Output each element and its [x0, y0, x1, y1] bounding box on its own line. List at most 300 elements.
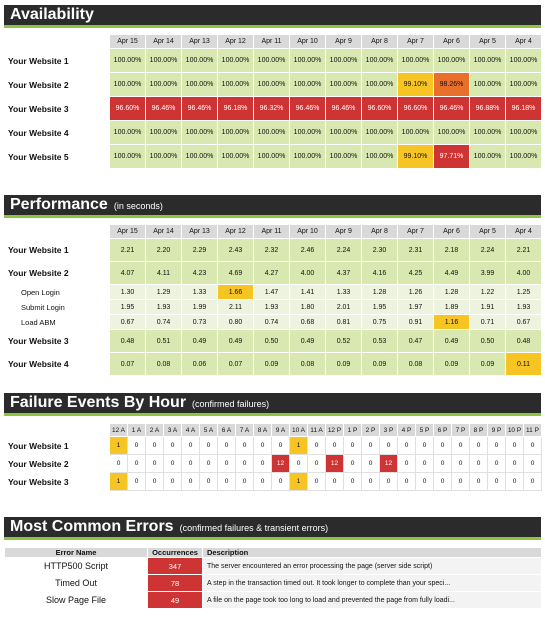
- column-header: Apr 15: [110, 35, 146, 49]
- column-header: 1 P: [344, 424, 362, 437]
- data-cell: 4.49: [434, 262, 470, 285]
- data-cell: 1: [290, 437, 308, 455]
- data-cell: 0: [218, 437, 236, 455]
- errors-subtitle: (confirmed failures & transient errors): [179, 523, 329, 533]
- data-cell: 0: [452, 455, 470, 473]
- availability-table: [4, 34, 542, 169]
- data-cell: 100.00%: [398, 121, 434, 145]
- performance-subtitle: (in seconds): [113, 201, 163, 211]
- column-header: Apr 8: [362, 225, 398, 239]
- column-header: Apr 11: [254, 225, 290, 239]
- data-cell: 0: [488, 437, 506, 455]
- data-cell: 1.25: [506, 285, 542, 300]
- data-cell: 100.00%: [326, 49, 362, 73]
- column-header: Apr 13: [182, 35, 218, 49]
- data-cell: 1.22: [470, 285, 506, 300]
- data-cell: 100.00%: [110, 145, 146, 169]
- error-description: A file on the page took too long to load and prevented the page from fully loadi...: [203, 592, 542, 609]
- data-cell: 0: [398, 437, 416, 455]
- data-cell: 0.48: [110, 330, 146, 353]
- data-cell: 4.25: [398, 262, 434, 285]
- data-cell: 100.00%: [182, 121, 218, 145]
- data-cell: 0: [290, 455, 308, 473]
- column-header: Apr 14: [146, 35, 182, 49]
- data-cell: 0: [164, 455, 182, 473]
- data-cell: 2.21: [110, 239, 146, 262]
- data-cell: 0: [164, 473, 182, 491]
- data-cell: 100.00%: [110, 73, 146, 97]
- data-cell: 100.00%: [362, 49, 398, 73]
- table-row: [5, 73, 542, 97]
- data-cell: 0.74: [254, 315, 290, 330]
- data-cell: 0: [362, 455, 380, 473]
- column-header: Apr 15: [110, 225, 146, 239]
- data-cell: 100.00%: [218, 145, 254, 169]
- data-cell: 0: [344, 473, 362, 491]
- row-label: Your Website 1: [5, 437, 110, 455]
- data-cell: 1.93: [146, 300, 182, 315]
- data-cell: 0.71: [470, 315, 506, 330]
- column-header: 9 P: [488, 424, 506, 437]
- data-cell: 100.00%: [434, 49, 470, 73]
- row-label: Your Website 2: [5, 262, 110, 285]
- data-cell: 0.07: [218, 353, 254, 376]
- data-cell: 100.00%: [146, 49, 182, 73]
- availability-header: [4, 5, 541, 28]
- data-cell: 96.46%: [434, 97, 470, 121]
- data-cell: 0: [146, 455, 164, 473]
- data-cell: 96.46%: [326, 97, 362, 121]
- data-cell: 2.24: [470, 239, 506, 262]
- data-cell: 1.66: [218, 285, 254, 300]
- data-cell: 0.67: [110, 315, 146, 330]
- data-cell: 100.00%: [218, 121, 254, 145]
- data-cell: 1.99: [182, 300, 218, 315]
- data-cell: 0: [380, 473, 398, 491]
- data-cell: 0: [434, 473, 452, 491]
- data-cell: 0: [164, 437, 182, 455]
- data-cell: 4.23: [182, 262, 218, 285]
- errors-title: Most Common Errors: [10, 518, 174, 535]
- availability-title: Availability: [10, 6, 94, 23]
- column-header: Apr 5: [470, 35, 506, 49]
- column-header: 7 A: [236, 424, 254, 437]
- data-cell: 0: [110, 455, 128, 473]
- data-cell: 12: [272, 455, 290, 473]
- data-cell: 1.97: [398, 300, 434, 315]
- data-cell: 0: [488, 473, 506, 491]
- header-row: [5, 225, 542, 239]
- data-cell: 100.00%: [110, 121, 146, 145]
- data-cell: 0: [344, 437, 362, 455]
- error-occurrences: 49: [148, 592, 203, 609]
- data-cell: 100.00%: [470, 145, 506, 169]
- data-cell: 0: [524, 455, 542, 473]
- data-cell: 1.80: [290, 300, 326, 315]
- data-cell: 1.95: [110, 300, 146, 315]
- failures-subtitle: (confirmed failures): [192, 399, 270, 409]
- data-cell: 0: [524, 473, 542, 491]
- data-cell: 0: [308, 437, 326, 455]
- data-cell: 100.00%: [362, 121, 398, 145]
- data-cell: 4.37: [326, 262, 362, 285]
- data-cell: 0: [470, 455, 488, 473]
- data-cell: 4.16: [362, 262, 398, 285]
- data-cell: 100.00%: [218, 49, 254, 73]
- table-row: [5, 455, 542, 473]
- column-header: 6 A: [218, 424, 236, 437]
- data-cell: 98.26%: [434, 73, 470, 97]
- data-cell: 0: [182, 473, 200, 491]
- data-cell: 1.89: [434, 300, 470, 315]
- data-cell: 100.00%: [290, 49, 326, 73]
- data-cell: 0.52: [326, 330, 362, 353]
- column-header: 2 A: [146, 424, 164, 437]
- failures-table: [4, 423, 542, 491]
- row-label: Submit Login: [5, 300, 110, 315]
- data-cell: 100.00%: [290, 73, 326, 97]
- column-header: Apr 11: [254, 35, 290, 49]
- data-cell: 2.01: [326, 300, 362, 315]
- data-cell: 0.80: [218, 315, 254, 330]
- row-label: Your Website 5: [5, 145, 110, 169]
- data-cell: 100.00%: [398, 49, 434, 73]
- data-cell: 0: [452, 437, 470, 455]
- column-header: 3 A: [164, 424, 182, 437]
- data-cell: 0.11: [506, 353, 542, 376]
- data-cell: 1.30: [110, 285, 146, 300]
- data-cell: 0: [128, 473, 146, 491]
- data-cell: 0.53: [362, 330, 398, 353]
- data-cell: 100.00%: [146, 73, 182, 97]
- data-cell: 96.32%: [254, 97, 290, 121]
- row-label: Your Website 2: [5, 455, 110, 473]
- data-cell: 4.69: [218, 262, 254, 285]
- data-cell: 0: [434, 437, 452, 455]
- errors-header: [4, 517, 541, 540]
- data-cell: 0: [218, 455, 236, 473]
- data-cell: 0.09: [254, 353, 290, 376]
- data-cell: 2.20: [146, 239, 182, 262]
- data-cell: 0: [182, 455, 200, 473]
- data-cell: 0: [506, 473, 524, 491]
- data-cell: 0: [308, 455, 326, 473]
- table-row: [5, 558, 542, 575]
- data-cell: 0.50: [470, 330, 506, 353]
- column-header: 11 P: [524, 424, 542, 437]
- data-cell: 1.28: [362, 285, 398, 300]
- data-cell: 100.00%: [326, 145, 362, 169]
- data-cell: 4.27: [254, 262, 290, 285]
- data-cell: 100.00%: [182, 49, 218, 73]
- data-cell: 1.16: [434, 315, 470, 330]
- data-cell: 2.11: [218, 300, 254, 315]
- data-cell: 4.11: [146, 262, 182, 285]
- errors-header-row: [5, 548, 542, 558]
- column-header: Apr 12: [218, 35, 254, 49]
- row-label: Your Website 1: [5, 239, 110, 262]
- data-cell: 96.18%: [218, 97, 254, 121]
- column-header: Apr 5: [470, 225, 506, 239]
- data-cell: 0.51: [146, 330, 182, 353]
- data-cell: 99.10%: [398, 145, 434, 169]
- data-cell: 100.00%: [254, 73, 290, 97]
- data-cell: 2.29: [182, 239, 218, 262]
- table-row: [5, 285, 542, 300]
- table-row: [5, 121, 542, 145]
- data-cell: 100.00%: [506, 73, 542, 97]
- data-cell: 100.00%: [146, 145, 182, 169]
- data-cell: 0.67: [506, 315, 542, 330]
- data-cell: 0: [272, 437, 290, 455]
- data-cell: 0: [326, 473, 344, 491]
- data-cell: 0: [344, 455, 362, 473]
- error-name: Timed Out: [5, 575, 148, 592]
- data-cell: 100.00%: [326, 73, 362, 97]
- data-cell: 100.00%: [362, 145, 398, 169]
- data-cell: 0.07: [110, 353, 146, 376]
- data-cell: 100.00%: [254, 121, 290, 145]
- data-cell: 100.00%: [146, 121, 182, 145]
- column-header: Apr 8: [362, 35, 398, 49]
- data-cell: 2.18: [434, 239, 470, 262]
- row-label: Your Website 4: [5, 353, 110, 376]
- data-cell: 0: [308, 473, 326, 491]
- data-cell: 1: [110, 437, 128, 455]
- data-cell: 1.47: [254, 285, 290, 300]
- data-cell: 0: [470, 473, 488, 491]
- data-cell: 2.32: [254, 239, 290, 262]
- data-cell: 0: [200, 437, 218, 455]
- data-cell: 0.09: [470, 353, 506, 376]
- data-cell: 100.00%: [290, 145, 326, 169]
- table-row: [5, 592, 542, 609]
- data-cell: 0: [488, 455, 506, 473]
- column-header: Apr 6: [434, 35, 470, 49]
- corner-cell: [5, 424, 110, 437]
- errors-table: [4, 547, 542, 609]
- data-cell: 2.43: [218, 239, 254, 262]
- data-cell: 0: [218, 473, 236, 491]
- failures-header: [4, 393, 541, 416]
- data-cell: 96.46%: [146, 97, 182, 121]
- data-cell: 0.08: [290, 353, 326, 376]
- data-cell: 0: [506, 437, 524, 455]
- data-cell: 1.95: [362, 300, 398, 315]
- data-cell: 100.00%: [506, 49, 542, 73]
- column-header: 4 A: [182, 424, 200, 437]
- data-cell: 0.09: [362, 353, 398, 376]
- row-label: Your Website 4: [5, 121, 110, 145]
- data-cell: 1.33: [182, 285, 218, 300]
- row-label: Open Login: [5, 285, 110, 300]
- data-cell: 1: [110, 473, 128, 491]
- data-cell: 2.24: [326, 239, 362, 262]
- data-cell: 0: [524, 437, 542, 455]
- data-cell: 0: [236, 455, 254, 473]
- data-cell: 0: [146, 473, 164, 491]
- data-cell: 0: [254, 473, 272, 491]
- data-cell: 1.91: [470, 300, 506, 315]
- data-cell: 0: [128, 455, 146, 473]
- table-row: [5, 473, 542, 491]
- error-name: Slow Page File: [5, 592, 148, 609]
- data-cell: 4.07: [110, 262, 146, 285]
- data-cell: 0.49: [182, 330, 218, 353]
- data-cell: 0: [398, 473, 416, 491]
- data-cell: 0: [380, 437, 398, 455]
- data-cell: 0.81: [326, 315, 362, 330]
- performance-table: [4, 224, 542, 376]
- row-label: Your Website 1: [5, 49, 110, 73]
- failures-title: Failure Events By Hour: [10, 394, 187, 411]
- column-header: Apr 9: [326, 35, 362, 49]
- data-cell: 0.68: [290, 315, 326, 330]
- data-cell: 1.33: [326, 285, 362, 300]
- data-cell: 0.49: [218, 330, 254, 353]
- column-header: 9 A: [272, 424, 290, 437]
- column-header: Apr 10: [290, 225, 326, 239]
- column-header: Apr 9: [326, 225, 362, 239]
- column-header: Apr 4: [506, 225, 542, 239]
- data-cell: 100.00%: [506, 121, 542, 145]
- data-cell: 3.99: [470, 262, 506, 285]
- data-cell: 1.29: [146, 285, 182, 300]
- data-cell: 0.49: [434, 330, 470, 353]
- column-header: 10 P: [506, 424, 524, 437]
- data-cell: 2.31: [398, 239, 434, 262]
- data-cell: 0.06: [182, 353, 218, 376]
- table-row: [5, 353, 542, 376]
- data-cell: 100.00%: [470, 121, 506, 145]
- column-header: 12 A: [110, 424, 128, 437]
- table-row: [5, 315, 542, 330]
- data-cell: 0.74: [146, 315, 182, 330]
- table-row: [5, 145, 542, 169]
- data-cell: 1.41: [290, 285, 326, 300]
- data-cell: 0.91: [398, 315, 434, 330]
- data-cell: 0.50: [254, 330, 290, 353]
- data-cell: 97.71%: [434, 145, 470, 169]
- data-cell: 100.00%: [326, 121, 362, 145]
- data-cell: 0: [362, 473, 380, 491]
- data-cell: 0: [182, 437, 200, 455]
- table-row: [5, 575, 542, 592]
- data-cell: 1: [290, 473, 308, 491]
- data-cell: 1.93: [254, 300, 290, 315]
- error-occurrences: 347: [148, 558, 203, 575]
- data-cell: 0: [146, 437, 164, 455]
- column-header: Apr 14: [146, 225, 182, 239]
- row-label: Load ABM: [5, 315, 110, 330]
- column-header: 1 A: [128, 424, 146, 437]
- data-cell: 96.18%: [506, 97, 542, 121]
- row-label: Your Website 3: [5, 473, 110, 491]
- data-cell: 0.08: [398, 353, 434, 376]
- table-row: [5, 239, 542, 262]
- table-row: [5, 437, 542, 455]
- table-row: [5, 49, 542, 73]
- data-cell: 100.00%: [182, 145, 218, 169]
- table-row: [5, 300, 542, 315]
- data-cell: 0.47: [398, 330, 434, 353]
- data-cell: 100.00%: [290, 121, 326, 145]
- data-cell: 0: [272, 473, 290, 491]
- col-header-error-name: Error Name: [5, 548, 148, 558]
- data-cell: 0: [200, 455, 218, 473]
- data-cell: 100.00%: [470, 73, 506, 97]
- data-cell: 2.46: [290, 239, 326, 262]
- data-cell: 0: [128, 437, 146, 455]
- data-cell: 4.00: [290, 262, 326, 285]
- data-cell: 96.46%: [290, 97, 326, 121]
- data-cell: 0.49: [290, 330, 326, 353]
- row-label: Your Website 2: [5, 73, 110, 97]
- data-cell: 0: [236, 437, 254, 455]
- data-cell: 1.26: [398, 285, 434, 300]
- data-cell: 0: [416, 473, 434, 491]
- table-row: [5, 330, 542, 353]
- data-cell: 0: [434, 455, 452, 473]
- data-cell: 0.48: [506, 330, 542, 353]
- column-header: Apr 12: [218, 225, 254, 239]
- data-cell: 99.10%: [398, 73, 434, 97]
- data-cell: 1.93: [506, 300, 542, 315]
- data-cell: 100.00%: [362, 73, 398, 97]
- data-cell: 0: [236, 473, 254, 491]
- data-cell: 0: [254, 437, 272, 455]
- row-label: Your Website 3: [5, 330, 110, 353]
- data-cell: 100.00%: [218, 73, 254, 97]
- performance-title: Performance: [10, 196, 108, 213]
- column-header: Apr 4: [506, 35, 542, 49]
- header-row: [5, 35, 542, 49]
- column-header: 6 P: [434, 424, 452, 437]
- corner-cell: [5, 225, 110, 239]
- table-row: [5, 97, 542, 121]
- column-header: 11 A: [308, 424, 326, 437]
- data-cell: 100.00%: [434, 121, 470, 145]
- column-header: 7 P: [452, 424, 470, 437]
- column-header: 8 P: [470, 424, 488, 437]
- data-cell: 0: [452, 473, 470, 491]
- data-cell: 96.60%: [398, 97, 434, 121]
- data-cell: 4.00: [506, 262, 542, 285]
- data-cell: 2.21: [506, 239, 542, 262]
- column-header: 2 P: [362, 424, 380, 437]
- data-cell: 0: [416, 455, 434, 473]
- data-cell: 0: [254, 455, 272, 473]
- table-row: [5, 262, 542, 285]
- column-header: Apr 13: [182, 225, 218, 239]
- column-header: 5 P: [416, 424, 434, 437]
- data-cell: 96.46%: [182, 97, 218, 121]
- data-cell: 0.75: [362, 315, 398, 330]
- data-cell: 0: [362, 437, 380, 455]
- data-cell: 100.00%: [506, 145, 542, 169]
- col-header-occurrences: Occurrences: [148, 548, 203, 558]
- row-label: Your Website 3: [5, 97, 110, 121]
- data-cell: 100.00%: [110, 49, 146, 73]
- error-description: The server encountered an error processing the page (server side script): [203, 558, 542, 575]
- header-row: [5, 424, 542, 437]
- column-header: 4 P: [398, 424, 416, 437]
- data-cell: 100.00%: [254, 49, 290, 73]
- column-header: Apr 7: [398, 225, 434, 239]
- data-cell: 100.00%: [470, 49, 506, 73]
- col-header-description: Description: [203, 548, 542, 558]
- data-cell: 0.08: [146, 353, 182, 376]
